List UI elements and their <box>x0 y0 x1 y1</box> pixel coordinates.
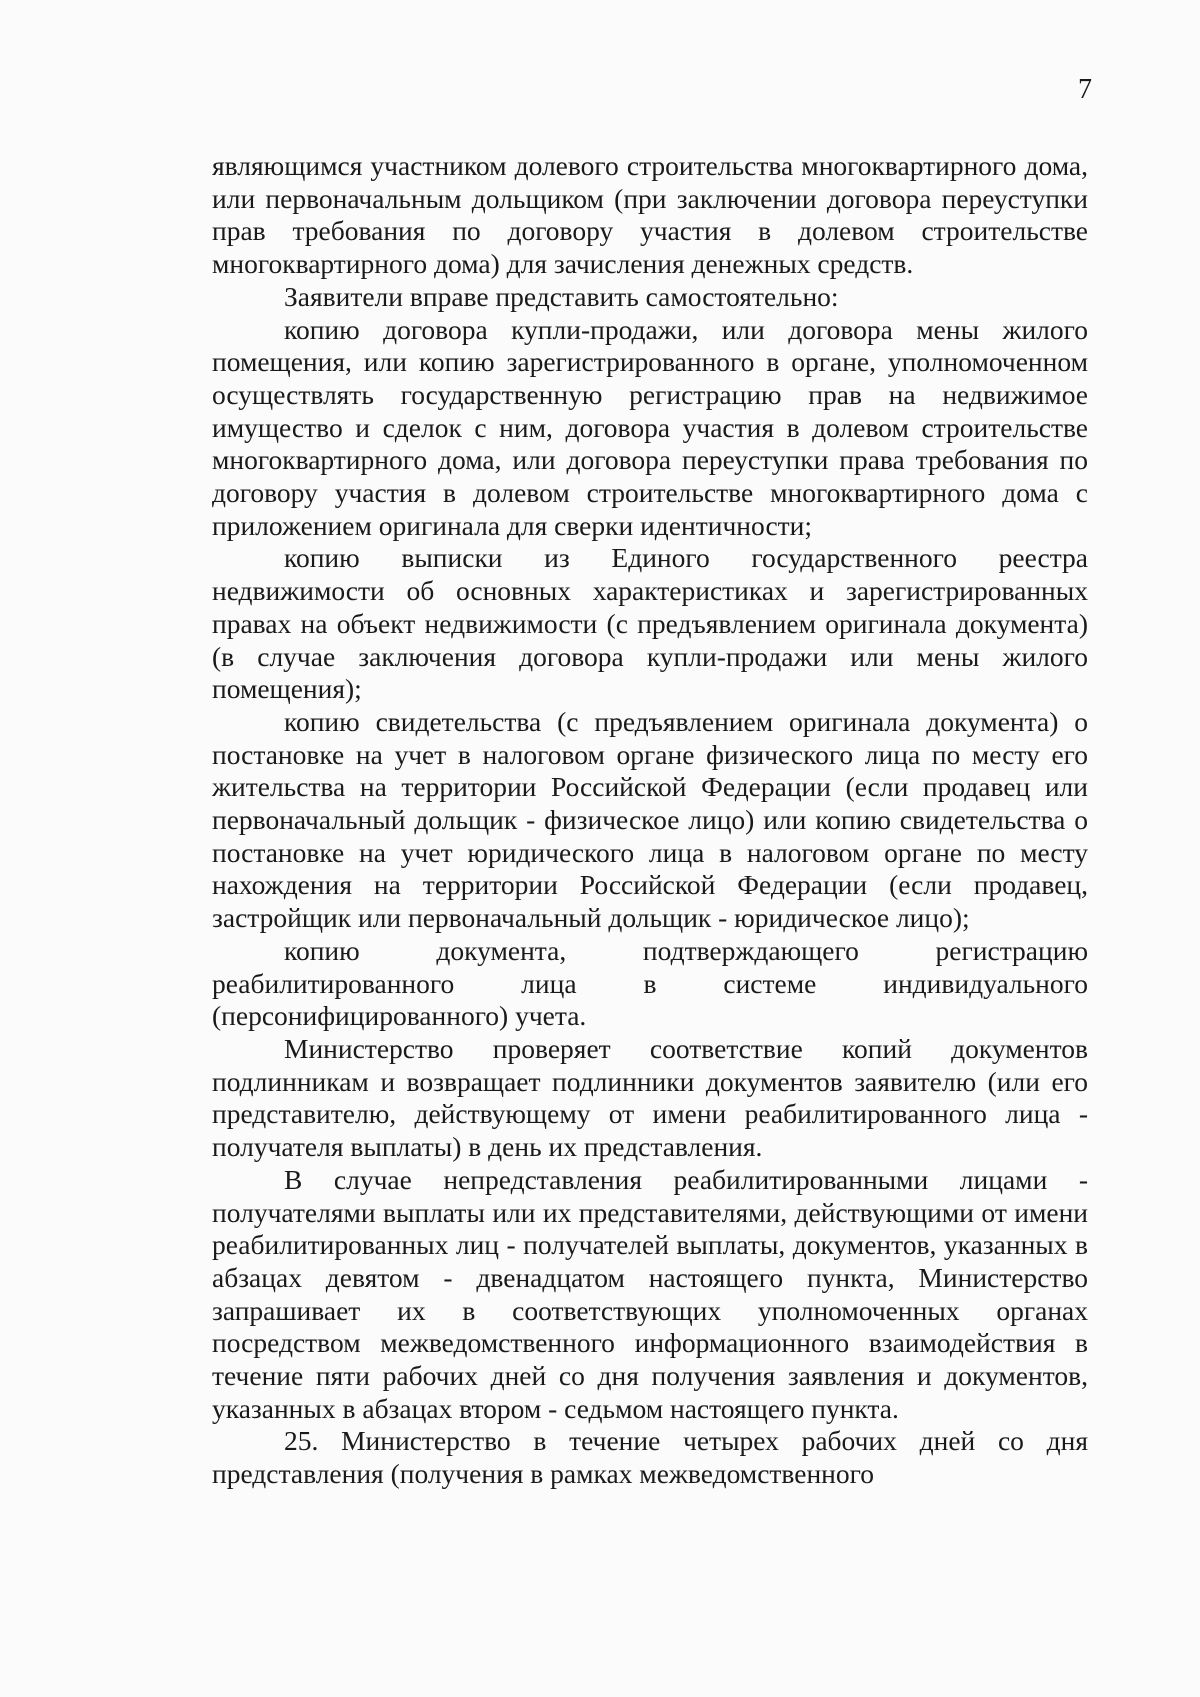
paragraph-interagency-request: В случае непредставления реабилитированными лицами - получателями выплаты или их представителями, действующими от имени реабилитированных лиц - получателей выплаты, документов, указанных в абзацах девятом - двенадцатом настоящего пункта, Министерство запрашивает их в соответствующих уполномоченных органах посредством межведомственного информационного взаимодействия в течение пяти рабочих дней со дня получения заявления и документов, указанных в абзацах втором - седьмом настоящего пункта. <box>212 1163 1088 1424</box>
paragraph-clause-25: 25. Министерство в течение четырех рабочих дней со дня представления (получения в рамках межведомственного <box>212 1425 1088 1490</box>
paragraph-contract-copy: копию договора купли-продажи, или договора мены жилого помещения, или копию зарегистрированного в органе, уполномоченном осуществлять государственную регистрацию прав на недвижимое имущество и сделок с ним, договора участия в долевом строительстве многоквартирного дома, или договора переуступки права требования по договору участия в долевом строительстве многоквартирного дома с приложением оригинала для сверки идентичности; <box>212 313 1088 541</box>
paragraph-personal-account: копию документа, подтверждающего регистрацию реабилитированного лица в системе индивидуального (персонифицированного) учета. <box>212 934 1088 1032</box>
page-number: 7 <box>1078 74 1092 105</box>
paragraph-applicants-right: Заявители вправе представить самостоятельно: <box>284 280 839 312</box>
paragraph-tax-certificate: копию свидетельства (с предъявлением оригинала документа) о постановке на учет в налоговом органе физического лица по месту его жительства на территории Российской Федерации (если продавец или первоначальный дольщик - физическое лицо) или копию свидетельства о постановке на учет юридического лица в налоговом органе по месту нахождения на территории Российской Федерации (если продавец, застройщик или первоначальный дольщик - юридическое лицо); <box>212 705 1088 934</box>
document-body <box>212 150 1088 1491</box>
paragraph-registry-extract: копию выписки из Единого государственного реестра недвижимости об основных характеристиках и зарегистрированных правах на объект недвижимости (с предъявлением оригинала документа) (в случае заключения договора купли-продажи или мены жилого помещения); <box>212 542 1088 705</box>
paragraph-ministry-verifies: Министерство проверяет соответствие копий документов подлинникам и возвращает подлинники документов заявителю (или его представителю, действующему от имени реабилитированного лица - получателя выплаты) в день их представления. <box>212 1032 1088 1163</box>
paragraph-continuation: являющимся участником долевого строительства многоквартирного дома, или первоначальным дольщиком (при заключении договора переуступки прав требования по договору участия в долевом строительстве многоквартирного дома) для зачисления денежных средств. <box>212 150 1088 280</box>
